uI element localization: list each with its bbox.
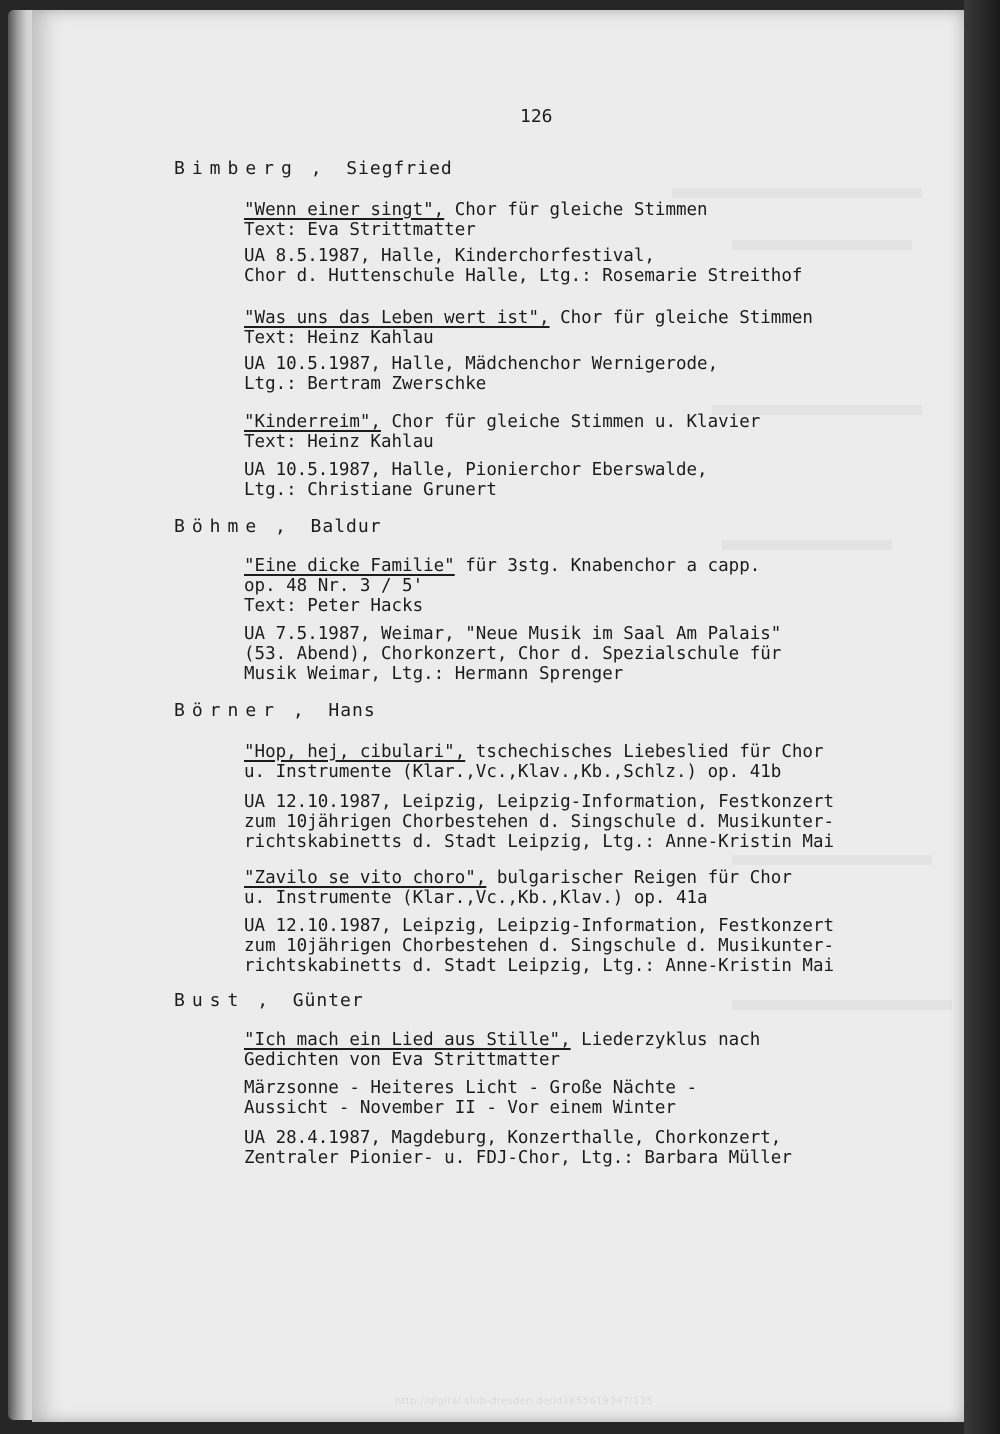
premiere-line: UA 12.10.1987, Leipzig, Leipzig-Information, Festkonzert	[244, 916, 835, 936]
work-detail-line: op. 48 Nr. 3 / 5'	[244, 576, 424, 596]
composer-given-name: , Baldur	[263, 516, 382, 537]
premiere-line: Chor d. Huttenschule Halle, Ltg.: Rosemarie Streithof	[244, 266, 803, 286]
premiere-line: UA 10.5.1987, Halle, Pionierchor Eberswalde,	[244, 460, 708, 480]
composer-heading	[174, 700, 376, 721]
work-detail-line: Text: Heinz Kahlau	[244, 328, 434, 348]
bleed-through-mark	[672, 188, 922, 198]
composer-surname: Börner	[174, 700, 282, 721]
work-title: "Eine dicke Familie"	[244, 556, 455, 576]
bleed-through-mark	[732, 1000, 952, 1010]
premiere-line: Zentraler Pionier- u. FDJ-Chor, Ltg.: Barbara Müller	[244, 1148, 792, 1168]
composer-given-name: , Siegfried	[298, 158, 453, 179]
work-title: "Was uns das Leben wert ist",	[244, 308, 550, 328]
work-detail-line: Text: Heinz Kahlau	[244, 432, 434, 452]
work-description: tschechisches Liebeslied für Chor	[465, 742, 824, 762]
premiere-line: Ltg.: Christiane Grunert	[244, 480, 497, 500]
composer-surname: Bimberg	[174, 158, 299, 179]
work-title: "Kinderreim",	[244, 412, 381, 432]
work-description: für 3stg. Knabenchor a capp.	[454, 556, 761, 576]
work-title-line	[244, 868, 792, 888]
premiere-line: richtskabinetts d. Stadt Leipzig, Ltg.: Anne-Kristin Mai	[244, 956, 835, 976]
source-url: http://digital.slub-dresden.de/id1655619347/135	[395, 1396, 653, 1407]
bleed-through-mark	[732, 240, 912, 250]
work-title: "Hop, hej, cibulari",	[244, 742, 466, 762]
work-description: bulgarischer Reigen für Chor	[486, 868, 792, 888]
work-detail-line: Gedichten von Eva Strittmatter	[244, 1050, 561, 1070]
composer-given-name: , Günter	[245, 990, 364, 1011]
work-description: Chor für gleiche Stimmen u. Klavier	[380, 412, 761, 432]
scanner-edge	[964, 0, 1000, 1434]
premiere-line: zum 10jährigen Chorbestehen d. Singschule d. Musikunter-	[244, 812, 835, 832]
work-title: "Zavilo se vito choro",	[244, 868, 487, 888]
work-title-line	[244, 200, 708, 220]
work-detail-line: Text: Eva Strittmatter	[244, 220, 476, 240]
composer-heading	[174, 516, 382, 537]
premiere-line: richtskabinetts d. Stadt Leipzig, Ltg.: Anne-Kristin Mai	[244, 832, 835, 852]
bleed-through-mark	[722, 540, 892, 550]
premiere-line: UA 12.10.1987, Leipzig, Leipzig-Information, Festkonzert	[244, 792, 835, 812]
work-title-line	[244, 556, 760, 576]
work-title: "Wenn einer singt",	[244, 200, 445, 220]
premiere-line: UA 7.5.1987, Weimar, "Neue Musik im Saal Am Palais"	[244, 624, 782, 644]
premiere-line: Ltg.: Bertram Zwerschke	[244, 374, 487, 394]
work-detail-line: u. Instrumente (Klar.,Vc.,Klav.,Kb.,Schlz.) op. 41b	[244, 762, 782, 782]
work-title-line	[244, 742, 824, 762]
composer-heading	[174, 158, 453, 179]
bleed-through-mark	[712, 405, 922, 415]
work-description: Liederzyklus nach	[570, 1030, 761, 1050]
bleed-through-mark	[732, 855, 932, 865]
premiere-line: UA 10.5.1987, Halle, Mädchenchor Wernigerode,	[244, 354, 719, 374]
premiere-line: (53. Abend), Chorkonzert, Chor d. Spezialschule für	[244, 644, 782, 664]
premiere-line: zum 10jährigen Chorbestehen d. Singschule d. Musikunter-	[244, 936, 835, 956]
composer-surname: Böhme	[174, 516, 264, 537]
work-contents-line: Aussicht - November II - Vor einem Winter	[244, 1098, 676, 1118]
work-title-line	[244, 412, 760, 432]
work-detail-line: Text: Peter Hacks	[244, 596, 424, 616]
work-detail-line: u. Instrumente (Klar.,Vc.,Kb.,Klav.) op. 41a	[244, 888, 708, 908]
premiere-line: Musik Weimar, Ltg.: Hermann Sprenger	[244, 664, 624, 684]
page-number: 126	[520, 106, 553, 127]
work-title-line	[244, 308, 813, 328]
composer-surname: Bust	[174, 990, 246, 1011]
composer-heading	[174, 990, 364, 1011]
composer-given-name: , Hans	[281, 700, 376, 721]
work-title: "Ich mach ein Lied aus Stille",	[244, 1030, 571, 1050]
work-description: Chor für gleiche Stimmen	[549, 308, 813, 328]
document-page	[32, 10, 964, 1422]
work-description: Chor für gleiche Stimmen	[444, 200, 708, 220]
work-contents-line: Märzsonne - Heiteres Licht - Große Nächte -	[244, 1078, 698, 1098]
premiere-line: UA 28.4.1987, Magdeburg, Konzerthalle, Chorkonzert,	[244, 1128, 782, 1148]
work-title-line	[244, 1030, 760, 1050]
premiere-line: UA 8.5.1987, Halle, Kinderchorfestival,	[244, 246, 655, 266]
